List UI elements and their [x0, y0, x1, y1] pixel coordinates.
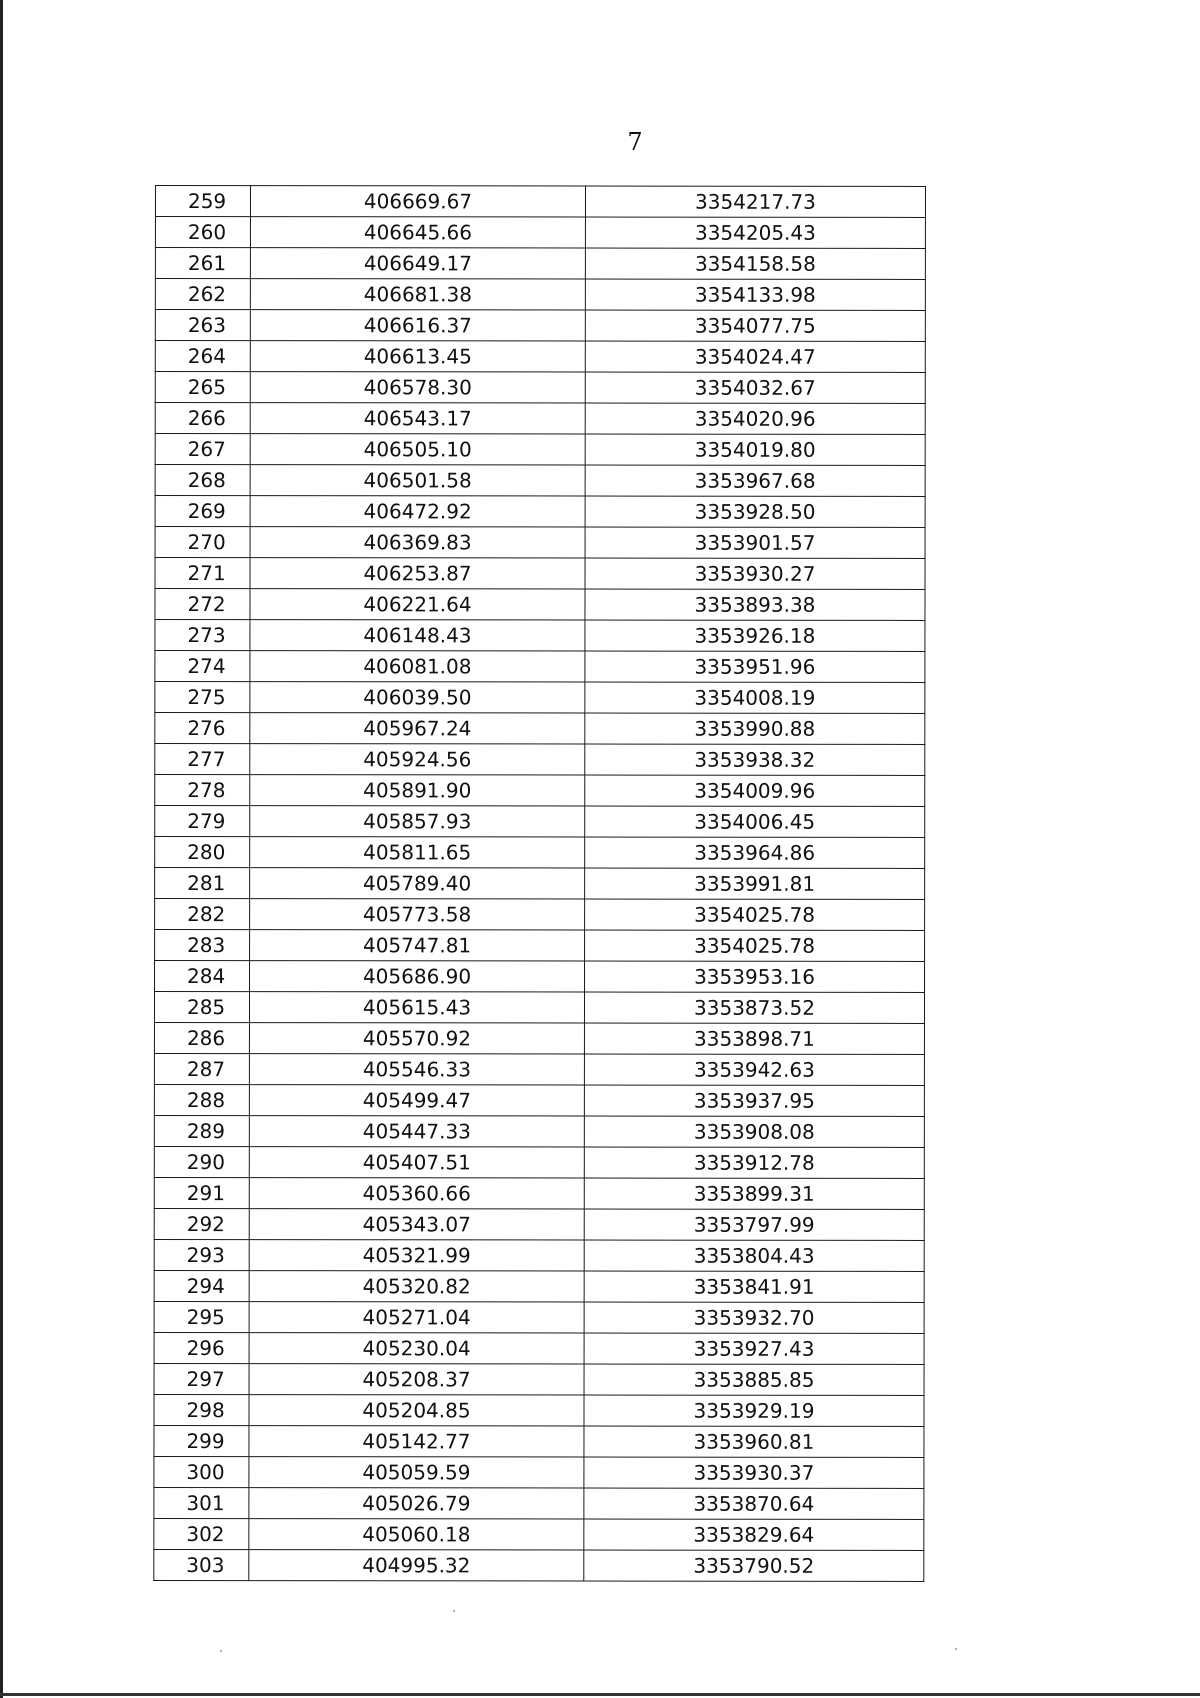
- y-coordinate-cell: 3353885.85: [584, 1364, 924, 1395]
- table-row: [155, 279, 925, 311]
- y-coordinate-cell: 3353870.64: [584, 1488, 924, 1519]
- table-row: [155, 310, 925, 342]
- point-id-cell: 281: [155, 868, 250, 899]
- point-id-cell: 277: [155, 744, 250, 775]
- x-coordinate-cell: 405811.65: [250, 837, 585, 868]
- point-id-cell: 274: [155, 651, 250, 682]
- x-coordinate-cell: 405857.93: [250, 806, 585, 837]
- scan-speck: [453, 1610, 455, 1612]
- table-row: [155, 248, 925, 280]
- x-coordinate-cell: 406613.45: [250, 341, 585, 372]
- table-row: [155, 682, 925, 714]
- point-id-cell: 267: [155, 434, 250, 465]
- y-coordinate-cell: 3353990.88: [585, 713, 925, 744]
- y-coordinate-cell: 3353930.27: [585, 558, 925, 589]
- point-id-cell: 265: [155, 372, 250, 403]
- table-row: [155, 496, 925, 528]
- point-id-cell: 278: [155, 775, 250, 806]
- table-row: [155, 341, 925, 373]
- y-coordinate-cell: 3353829.64: [584, 1519, 924, 1550]
- table-row: [154, 1487, 924, 1519]
- coordinate-table-body: [154, 186, 926, 1582]
- x-coordinate-cell: 406039.50: [250, 682, 585, 713]
- x-coordinate-cell: 406616.37: [250, 310, 585, 341]
- table-row: [155, 558, 925, 590]
- x-coordinate-cell: 406543.17: [250, 403, 585, 434]
- y-coordinate-cell: 3353898.71: [584, 1023, 924, 1054]
- y-coordinate-cell: 3354032.67: [585, 372, 925, 403]
- point-id-cell: 275: [155, 682, 250, 713]
- x-coordinate-cell: 406221.64: [250, 589, 585, 620]
- table-row: [154, 1549, 924, 1581]
- y-coordinate-cell: 3354133.98: [585, 279, 925, 310]
- point-id-cell: 289: [154, 1115, 249, 1146]
- table-row: [154, 1518, 924, 1550]
- table-row: [154, 992, 924, 1024]
- point-id-cell: 297: [154, 1363, 249, 1394]
- y-coordinate-cell: 3353928.50: [585, 496, 925, 527]
- y-coordinate-cell: 3353927.43: [584, 1333, 924, 1364]
- point-id-cell: 298: [154, 1394, 249, 1425]
- y-coordinate-cell: 3353899.31: [584, 1178, 924, 1209]
- table-row: [155, 465, 925, 497]
- x-coordinate-cell: 406681.38: [250, 279, 585, 310]
- y-coordinate-cell: 3354158.58: [585, 248, 925, 279]
- x-coordinate-cell: 405546.33: [249, 1054, 584, 1085]
- x-coordinate-cell: 405499.47: [249, 1085, 584, 1116]
- y-coordinate-cell: 3354019.80: [585, 434, 925, 465]
- y-coordinate-cell: 3353873.52: [584, 992, 924, 1023]
- table-row: [154, 1054, 924, 1086]
- y-coordinate-cell: 3354020.96: [585, 403, 925, 434]
- point-id-cell: 270: [155, 527, 250, 558]
- x-coordinate-cell: 406645.66: [250, 217, 585, 248]
- y-coordinate-cell: 3353804.43: [584, 1240, 924, 1271]
- y-coordinate-cell: 3354008.19: [585, 682, 925, 713]
- x-coordinate-cell: 405343.07: [249, 1209, 584, 1240]
- x-coordinate-cell: 405230.04: [249, 1333, 584, 1364]
- table-row: [154, 1270, 924, 1302]
- table-row: [154, 1363, 924, 1395]
- table-row: [155, 775, 925, 807]
- point-id-cell: 276: [155, 713, 250, 744]
- point-id-cell: 266: [155, 403, 250, 434]
- table-row: [154, 1208, 924, 1240]
- x-coordinate-cell: 405967.24: [250, 713, 585, 744]
- point-id-cell: 296: [154, 1332, 249, 1363]
- page-number: 7: [627, 128, 643, 156]
- point-id-cell: 286: [154, 1023, 249, 1054]
- y-coordinate-cell: 3353964.86: [585, 837, 925, 868]
- table-row: [154, 1239, 924, 1271]
- y-coordinate-cell: 3353938.32: [585, 744, 925, 775]
- y-coordinate-cell: 3353908.08: [584, 1116, 924, 1147]
- x-coordinate-cell: 405360.66: [249, 1178, 584, 1209]
- y-coordinate-cell: 3353790.52: [584, 1550, 924, 1581]
- point-id-cell: 285: [154, 992, 249, 1023]
- x-coordinate-cell: 405789.40: [250, 868, 585, 899]
- table-row: [155, 713, 925, 745]
- y-coordinate-cell: 3353893.38: [585, 589, 925, 620]
- x-coordinate-cell: 405026.79: [249, 1488, 584, 1519]
- table-row: [154, 1115, 924, 1147]
- y-coordinate-cell: 3354217.73: [585, 186, 925, 217]
- point-id-cell: 293: [154, 1239, 249, 1270]
- table-row: [155, 527, 925, 559]
- y-coordinate-cell: 3354006.45: [585, 806, 925, 837]
- point-id-cell: 260: [155, 217, 250, 248]
- point-id-cell: 259: [155, 186, 250, 217]
- x-coordinate-cell: 404995.32: [249, 1550, 584, 1581]
- point-id-cell: 261: [155, 248, 250, 279]
- table-row: [154, 1177, 924, 1209]
- y-coordinate-cell: 3353953.16: [585, 961, 925, 992]
- x-coordinate-cell: 406505.10: [250, 434, 585, 465]
- table-row: [154, 1085, 924, 1117]
- coordinate-table: [153, 185, 926, 1582]
- point-id-cell: 279: [155, 806, 250, 837]
- x-coordinate-cell: 405271.04: [249, 1302, 584, 1333]
- table-row: [154, 1332, 924, 1364]
- y-coordinate-cell: 3353901.57: [585, 527, 925, 558]
- point-id-cell: 302: [154, 1518, 249, 1549]
- x-coordinate-cell: 406081.08: [250, 651, 585, 682]
- y-coordinate-cell: 3353991.81: [585, 868, 925, 899]
- y-coordinate-cell: 3354205.43: [585, 217, 925, 248]
- table-row: [155, 837, 925, 869]
- table-row: [155, 930, 925, 962]
- x-coordinate-cell: 405924.56: [250, 744, 585, 775]
- point-id-cell: 288: [154, 1085, 249, 1116]
- y-coordinate-cell: 3353951.96: [585, 651, 925, 682]
- point-id-cell: 290: [154, 1146, 249, 1177]
- x-coordinate-cell: 405320.82: [249, 1271, 584, 1302]
- table-row: [154, 1023, 924, 1055]
- x-coordinate-cell: 405060.18: [249, 1519, 584, 1550]
- x-coordinate-cell: 405747.81: [250, 930, 585, 961]
- point-id-cell: 264: [155, 341, 250, 372]
- y-coordinate-cell: 3353932.70: [584, 1302, 924, 1333]
- point-id-cell: 269: [155, 496, 250, 527]
- x-coordinate-cell: 405142.77: [249, 1426, 584, 1457]
- scan-speck: [220, 1650, 222, 1652]
- x-coordinate-cell: 406472.92: [250, 496, 585, 527]
- y-coordinate-cell: 3353912.78: [584, 1147, 924, 1178]
- point-id-cell: 300: [154, 1456, 249, 1487]
- table-row: [155, 589, 925, 621]
- x-coordinate-cell: 405570.92: [249, 1023, 584, 1054]
- x-coordinate-cell: 406253.87: [250, 558, 585, 589]
- table-row: [155, 744, 925, 776]
- x-coordinate-cell: 405447.33: [249, 1116, 584, 1147]
- y-coordinate-cell: 3353942.63: [584, 1054, 924, 1085]
- point-id-cell: 282: [155, 899, 250, 930]
- point-id-cell: 295: [154, 1301, 249, 1332]
- x-coordinate-cell: 405321.99: [249, 1240, 584, 1271]
- x-coordinate-cell: 405686.90: [250, 961, 585, 992]
- table-row: [155, 620, 925, 652]
- y-coordinate-cell: 3353967.68: [585, 465, 925, 496]
- y-coordinate-cell: 3353797.99: [584, 1209, 924, 1240]
- point-id-cell: 294: [154, 1270, 249, 1301]
- table-row: [154, 1301, 924, 1333]
- x-coordinate-cell: 405407.51: [249, 1147, 584, 1178]
- x-coordinate-cell: 405891.90: [250, 775, 585, 806]
- table-row: [155, 403, 925, 435]
- point-id-cell: 273: [155, 620, 250, 651]
- x-coordinate-cell: 406578.30: [250, 372, 585, 403]
- y-coordinate-cell: 3353930.37: [584, 1457, 924, 1488]
- point-id-cell: 268: [155, 465, 250, 496]
- y-coordinate-cell: 3353929.19: [584, 1395, 924, 1426]
- point-id-cell: 284: [155, 961, 250, 992]
- table-row: [155, 868, 925, 900]
- table-row: [155, 806, 925, 838]
- y-coordinate-cell: 3353926.18: [585, 620, 925, 651]
- table-row: [155, 899, 925, 931]
- x-coordinate-cell: 405208.37: [249, 1364, 584, 1395]
- point-id-cell: 299: [154, 1425, 249, 1456]
- y-coordinate-cell: 3354077.75: [585, 310, 925, 341]
- table-row: [155, 961, 925, 993]
- table-row: [155, 186, 925, 218]
- point-id-cell: 287: [154, 1054, 249, 1085]
- y-coordinate-cell: 3354025.78: [585, 899, 925, 930]
- y-coordinate-cell: 3354025.78: [585, 930, 925, 961]
- table-row: [155, 217, 925, 249]
- x-coordinate-cell: 406669.67: [250, 186, 585, 217]
- x-coordinate-cell: 405773.58: [250, 899, 585, 930]
- point-id-cell: 262: [155, 279, 250, 310]
- point-id-cell: 291: [154, 1177, 249, 1208]
- y-coordinate-cell: 3353937.95: [584, 1085, 924, 1116]
- point-id-cell: 272: [155, 589, 250, 620]
- y-coordinate-cell: 3354009.96: [585, 775, 925, 806]
- point-id-cell: 303: [154, 1549, 249, 1580]
- scan-speck: [955, 1648, 957, 1650]
- scan-edge-bottom: [0, 1693, 1200, 1696]
- x-coordinate-cell: 406369.83: [250, 527, 585, 558]
- x-coordinate-cell: 406649.17: [250, 248, 585, 279]
- table-row: [154, 1394, 924, 1426]
- point-id-cell: 263: [155, 310, 250, 341]
- y-coordinate-cell: 3353960.81: [584, 1426, 924, 1457]
- x-coordinate-cell: 405204.85: [249, 1395, 584, 1426]
- point-id-cell: 292: [154, 1208, 249, 1239]
- point-id-cell: 283: [155, 930, 250, 961]
- table-row: [155, 434, 925, 466]
- x-coordinate-cell: 405615.43: [249, 992, 584, 1023]
- table-row: [154, 1146, 924, 1178]
- table-row: [154, 1425, 924, 1457]
- y-coordinate-cell: 3354024.47: [585, 341, 925, 372]
- x-coordinate-cell: 406148.43: [250, 620, 585, 651]
- point-id-cell: 271: [155, 558, 250, 589]
- point-id-cell: 280: [155, 837, 250, 868]
- table-row: [155, 651, 925, 683]
- y-coordinate-cell: 3353841.91: [584, 1271, 924, 1302]
- x-coordinate-cell: 406501.58: [250, 465, 585, 496]
- table-row: [154, 1456, 924, 1488]
- table-row: [155, 372, 925, 404]
- point-id-cell: 301: [154, 1487, 249, 1518]
- x-coordinate-cell: 405059.59: [249, 1457, 584, 1488]
- scan-edge-left: [0, 0, 3, 1698]
